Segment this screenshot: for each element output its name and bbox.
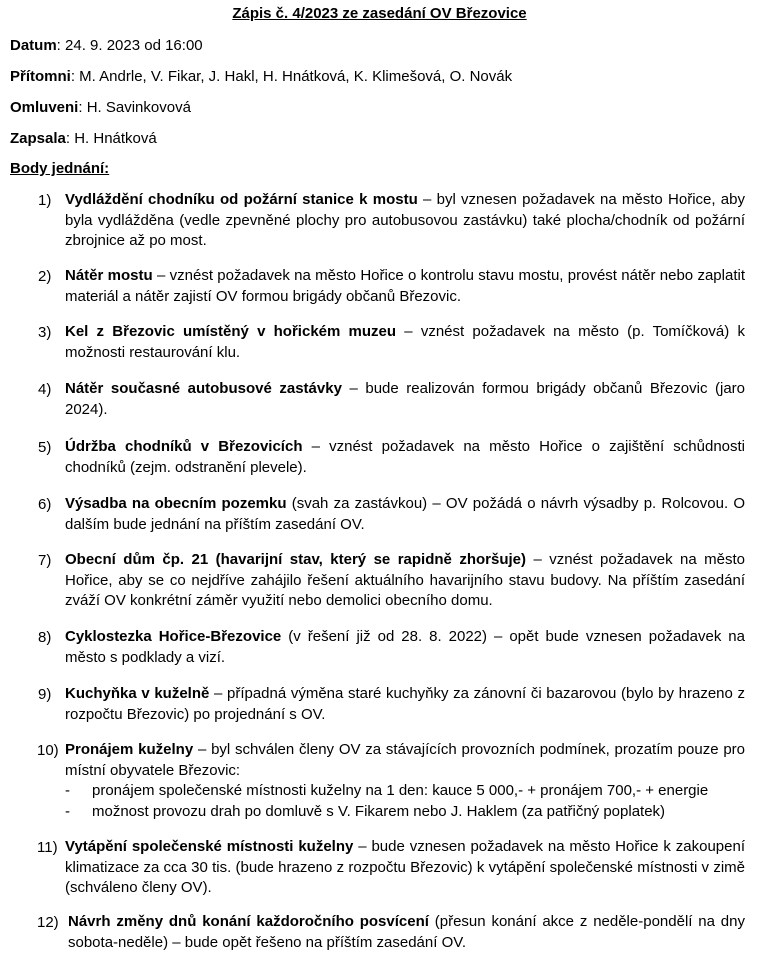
item-number: 5) xyxy=(38,439,52,456)
agenda-item xyxy=(65,266,745,307)
sub-item xyxy=(65,802,745,823)
item-text: – vznést požadavek na město (p. Tomíčková) k možnosti restaurování klu. xyxy=(65,323,745,361)
item-text: – vznést požadavek na město Hořice o zajištění schůdnosti chodníků (zejm. odstranění plevele). xyxy=(65,438,745,476)
agenda-item xyxy=(65,494,745,535)
item-number: 9) xyxy=(38,686,52,703)
item-title: Kel z Březovic umístěný v hořickém muzeu xyxy=(65,323,397,340)
item-title: Návrh změny dnů konání každoročního posvícení xyxy=(68,913,429,930)
item-title: Nátěr mostu xyxy=(65,267,153,284)
meta-label: Přítomni xyxy=(10,68,71,85)
item-text: – vznést požadavek na město Hořice, aby se co nejdříve zahájilo řešení aktuálního havarijního stavu budovy. Na příštím zasedání zváží OV konkrétní záměr využití nebo demolici obecního domu. xyxy=(65,551,745,609)
sub-item xyxy=(65,781,745,802)
meta-date xyxy=(10,37,203,54)
item-title: Nátěr současné autobusové zastávky xyxy=(65,380,342,397)
item-title: Kuchyňka v kuželně xyxy=(65,685,210,702)
item-number: 6) xyxy=(38,496,52,513)
item-number: 1) xyxy=(38,192,52,209)
agenda-item xyxy=(65,627,745,668)
item-number: 10) xyxy=(37,742,59,759)
item-title: Vydláždění chodníku od požární stanice k mostu xyxy=(65,191,418,208)
meta-value: : H. Hnátková xyxy=(65,130,157,147)
item-title: Vytápění společenské místnosti kuželny xyxy=(65,838,354,855)
sub-item-text: pronájem společenské místnosti kuželny na 1 den: kauce 5 000,- + pronájem 700,- + energie xyxy=(92,782,709,799)
meta-label: Datum xyxy=(10,37,57,54)
agenda-item xyxy=(65,322,745,363)
item-text: – případná výměna staré kuchyňky za zánovní či bazarovou (bylo by hrazeno z rozpočtu Březovic) po projednání s OV. xyxy=(65,685,745,723)
meta-excused xyxy=(10,99,191,116)
meta-label: Omluveni xyxy=(10,99,79,116)
item-title: Pronájem kuželny xyxy=(65,741,194,758)
agenda-item xyxy=(65,740,745,822)
agenda-item xyxy=(65,437,745,478)
dash-bullet: - xyxy=(65,802,70,820)
meta-recorder xyxy=(10,130,157,147)
item-number: 2) xyxy=(38,268,52,285)
document-title: Zápis č. 4/2023 ze zasedání OV Březovice xyxy=(232,5,527,22)
agenda-heading: Body jednání: xyxy=(10,160,110,177)
meta-present xyxy=(10,68,512,85)
item-number: 11) xyxy=(37,839,58,856)
agenda-item xyxy=(68,912,745,953)
item-number: 4) xyxy=(38,381,52,398)
item-text: – byl schválen členy OV za stávajících provozních podmínek, prozatím pouze pro místní obyvatele Březovic: xyxy=(65,741,745,779)
item-title: Údržba chodníků v Březovicích xyxy=(65,438,303,455)
meta-value: : H. Savinkovová xyxy=(78,99,191,116)
item-number: 7) xyxy=(38,552,52,569)
item-text: – bude realizován formou brigády občanů Březovic (jaro 2024). xyxy=(65,380,745,418)
item-number: 12) xyxy=(37,914,59,931)
item-text: (přesun konání akce z neděle-pondělí na dny sobota-neděle) – bude opět řešeno na příštím zasedání OV. xyxy=(68,913,745,951)
item-text: (svah za zastávkou) – OV požádá o návrh výsadby p. Rolcovou. O dalším bude jednání na příštím zasedání OV. xyxy=(65,495,745,533)
item-title: Obecní dům čp. 21 (havarijní stav, který se rapidně zhoršuje) xyxy=(65,551,526,568)
agenda-item xyxy=(65,550,745,612)
item-text: (v řešení již od 28. 8. 2022) – opět bude vznesen požadavek na město s podklady a vizí. xyxy=(65,628,745,666)
meta-value: : 24. 9. 2023 od 16:00 xyxy=(56,37,203,54)
agenda-item xyxy=(65,379,745,420)
agenda-item xyxy=(65,837,745,899)
item-text: – byl vznesen požadavek na město Hořice, aby byla vydlážděna (vedle zpevněné plochy pro autobusovou zastávku) také plocha/chodník od požární zbrojnice až po most. xyxy=(65,191,745,249)
agenda-item xyxy=(65,190,745,252)
dash-bullet: - xyxy=(65,782,70,799)
sub-item-text: možnost provozu drah po domluvě s V. Fikarem nebo J. Haklem (za patřičný poplatek) xyxy=(92,802,666,820)
item-title: Cyklostezka Hořice-Březovice xyxy=(65,628,282,645)
item-number: 8) xyxy=(38,629,52,646)
meta-value: : M. Andrle, V. Fikar, J. Hakl, H. Hnátková, K. Klimešová, O. Novák xyxy=(70,68,513,85)
item-number: 3) xyxy=(38,324,52,341)
meta-label: Zapsala xyxy=(10,130,66,147)
item-title: Výsadba na obecním pozemku xyxy=(65,495,287,512)
agenda-item xyxy=(65,684,745,725)
item-text: – vznést požadavek na město Hořice o kontrolu stavu mostu, provést nátěr nebo zaplatit materiál a nátěr zajistí OV formou brigády občanů Březovic. xyxy=(65,267,745,305)
item-text: – bude vznesen požadavek na město Hořice k zakoupení klimatizace za cca 30 tis. (bude hrazeno z rozpočtu Březovic) k vytápění společenské místnosti v zimě (schváleno členy OV). xyxy=(65,838,745,896)
